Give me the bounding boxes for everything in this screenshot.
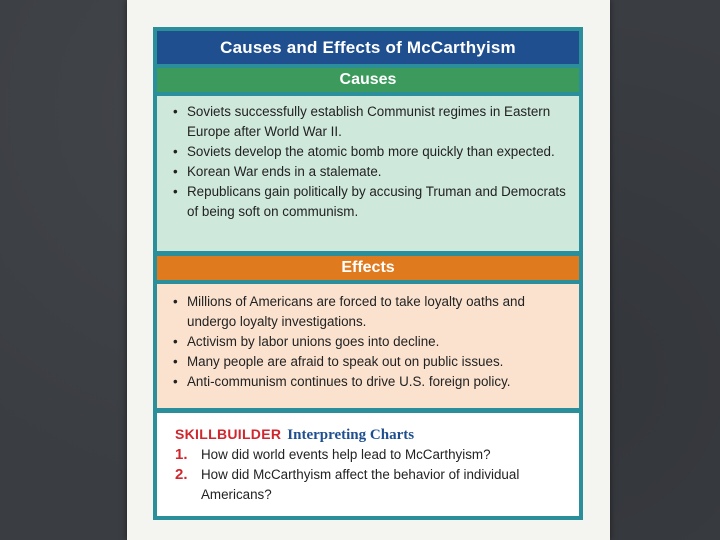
question-item [175, 465, 573, 505]
cause-item: • Soviets develop the atomic bomb more quickly than expected. [173, 144, 555, 159]
chart-title: Causes and Effects of McCarthyism [157, 31, 579, 64]
effect-item: • Many people are afraid to speak out on public issues. [173, 354, 504, 369]
causes-panel [157, 96, 579, 251]
cause-item: • Soviets successfully establish Communist regimes in Eastern Europe after World War II. [173, 104, 551, 139]
effects-panel [157, 284, 579, 408]
cause-item: • Korean War ends in a stalemate. [173, 164, 382, 179]
question-text: How did McCarthyism affect the behavior of individual Americans? [201, 467, 520, 502]
effect-item: • Anti-communism continues to drive U.S. foreign policy. [173, 374, 511, 389]
question-text: How did world events help lead to McCarthyism? [201, 447, 491, 462]
effect-item: • Activism by labor unions goes into decline. [173, 334, 440, 349]
mccarthyism-chart [153, 27, 583, 520]
effects-heading: Effects [157, 256, 579, 280]
effect-item: • Millions of Americans are forced to take loyalty oaths and undergo loyalty investigations. [173, 294, 525, 329]
cause-item: • Republicans gain politically by accusing Truman and Democrats of being soft on communism. [173, 184, 566, 219]
skillbuilder-heading [175, 424, 573, 445]
skillbuilder-subtitle: Interpreting Charts [287, 427, 415, 443]
question-number: 1. [175, 446, 188, 463]
causes-heading: Causes [157, 68, 579, 92]
skillbuilder-panel [157, 413, 579, 516]
skillbuilder-label: SKILLBUILDER [175, 426, 282, 442]
causes-list [171, 102, 573, 222]
effects-list [171, 292, 573, 392]
question-number: 2. [175, 466, 188, 483]
question-item [175, 445, 573, 465]
